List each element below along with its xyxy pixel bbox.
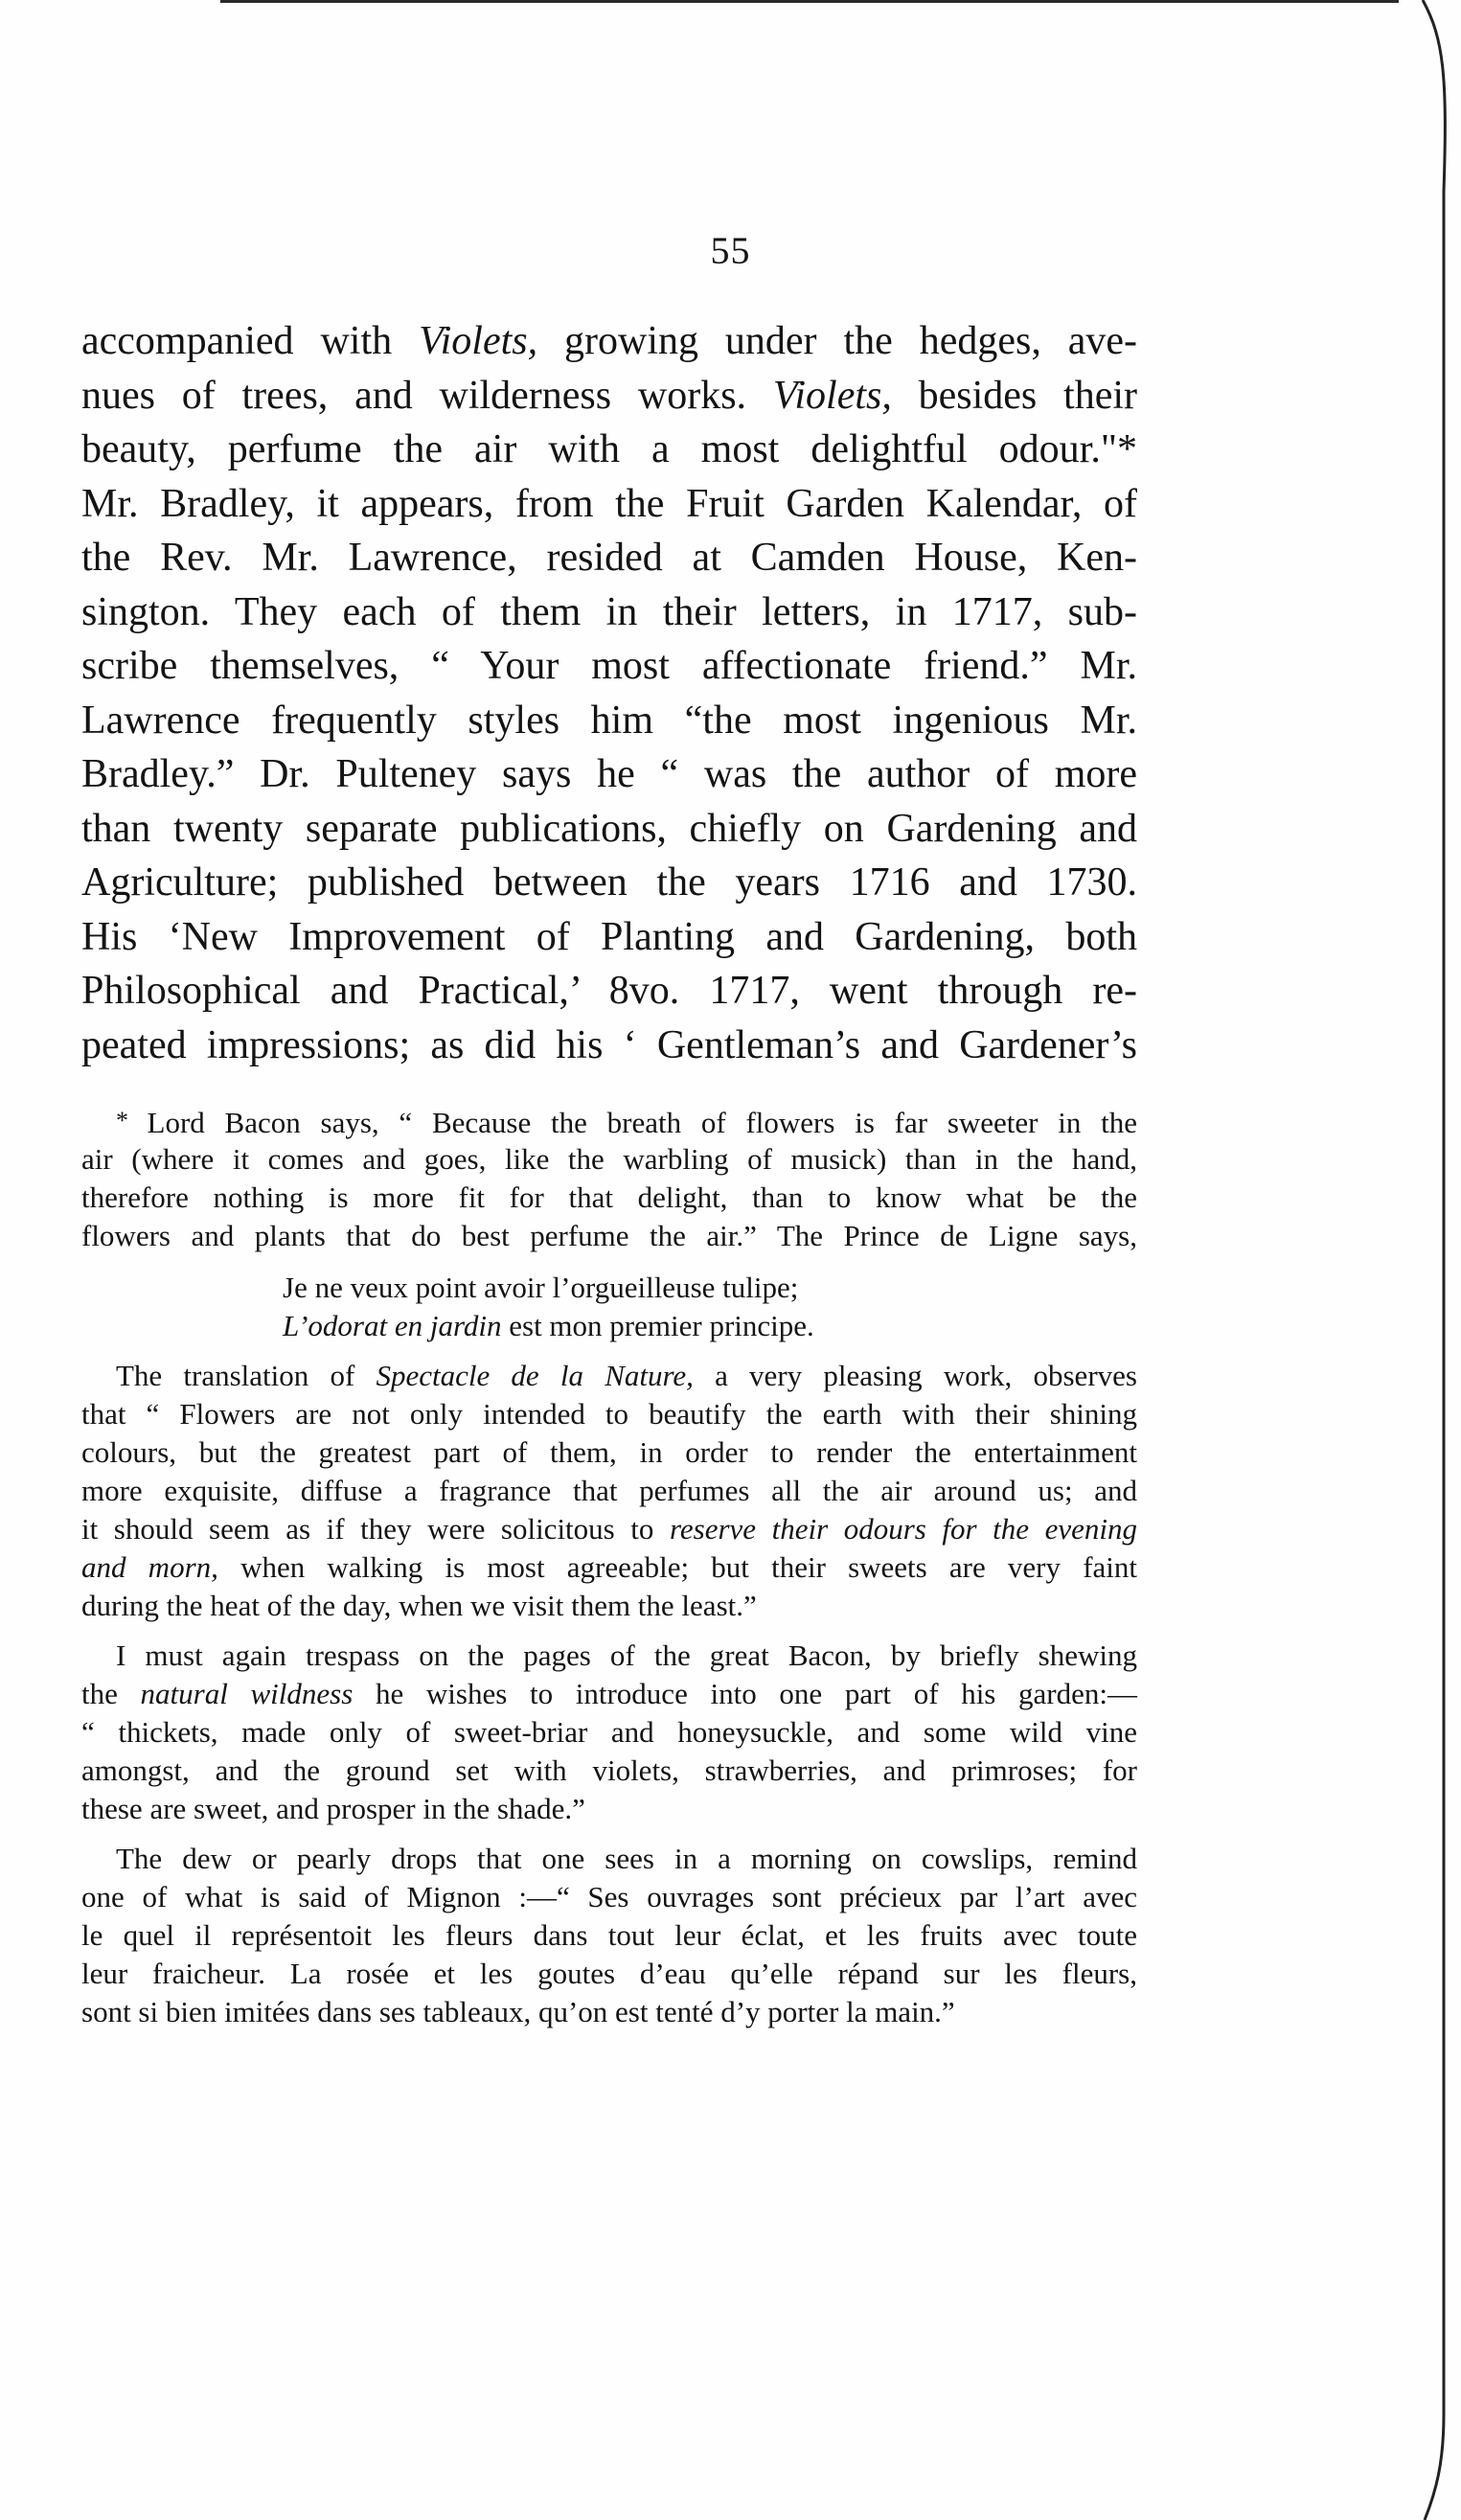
text-run: Agriculture; published between the years 1716 and 1730.: [81, 860, 1137, 905]
text-run: besides their: [891, 373, 1138, 418]
text-run: during the heat of the day, when we visit them the least.”: [81, 1589, 757, 1622]
text-run: accompanied with: [81, 319, 420, 363]
top-edge-rule: [220, 0, 1399, 3]
page-edge-icon: [1415, 0, 1453, 2520]
footnote-paragraph-spectacle: [81, 1357, 1137, 1625]
text-line: [81, 747, 1137, 802]
text-line: [81, 964, 1137, 1019]
footnote-line: [81, 1587, 1137, 1625]
footnote-line: [81, 1993, 1137, 2031]
verse-rest: est mon premier principe.: [501, 1309, 814, 1342]
italic-run: natural wildness: [140, 1677, 354, 1710]
text-run: beauty, perfume the air with a most delightful odour."*: [81, 427, 1137, 471]
text-run: sington. They each of them in their letters, in 1717, sub-: [81, 589, 1137, 634]
footnote-line: [81, 1878, 1137, 1916]
footnote-marker: *: [116, 1107, 148, 1134]
text-run: more exquisite, diffuse a fragrance that perfumes all the air around us; and: [81, 1474, 1137, 1507]
text-line: [81, 423, 1137, 477]
text-run: The dew or pearly drops that one sees in a morning on cowslips, remind: [116, 1842, 1137, 1875]
text-run: leur fraicheur. La rosée et les goutes d’eau qu’elle répand sur les fleurs,: [81, 1957, 1137, 1990]
footnote-line: [81, 1433, 1137, 1472]
text-run: peated impressions; as did his ‘ Gentleman’s and Gardener’s: [81, 1022, 1137, 1067]
footnote-line: [81, 1357, 1137, 1395]
footnote-paragraph-mignon: [81, 1840, 1137, 2031]
text-run: one of what is said of Mignon :—“ Ses ouvrages sont précieux par l’art avec: [81, 1880, 1137, 1913]
italic-run: and morn,: [81, 1550, 218, 1584]
text-run: nues of trees, and wilderness works.: [81, 373, 773, 418]
text-run: Bradley.” Dr. Pulteney says he “ was the author of more: [81, 752, 1137, 796]
text-run: growing under the hedges, ave-: [537, 319, 1138, 363]
text-run: le quel il représentoit les fleurs dans tout leur éclat, et les fruits avec toute: [81, 1918, 1137, 1952]
text-run: I must again trespass on the pages of the great Bacon, by briefly shewing: [116, 1638, 1137, 1672]
footnote-line: [81, 1395, 1137, 1433]
text-run: therefore nothing is more fit for that delight, than to know what be the: [81, 1180, 1137, 1214]
footnote-line: [81, 1916, 1137, 1955]
text-run: colours, but the greatest part of them, in order to render the entertainment: [81, 1435, 1137, 1469]
footnote-verse-line-2: [81, 1307, 1137, 1345]
italic-run: Violets,: [772, 373, 892, 418]
text-line: [81, 369, 1137, 424]
footnote-line: [81, 1179, 1137, 1217]
text-run: amongst, and the ground set with violets, strawberries, and primroses; for: [81, 1753, 1137, 1787]
text-line: [81, 314, 1137, 369]
footnote-line: [81, 1472, 1137, 1510]
footnote-line: [81, 1510, 1137, 1548]
text-run: it should seem as if they were solicitous to: [81, 1512, 670, 1546]
text-run: the Rev. Mr. Lawrence, resided at Camden House, Ken-: [81, 536, 1137, 580]
text-run: when walking is most agreeable; but their sweets are very faint: [217, 1550, 1137, 1584]
text-line: [81, 856, 1137, 910]
footnote-line: [81, 1713, 1137, 1752]
text-run: a very pleasing work, observes: [693, 1359, 1137, 1392]
footnote-line: [81, 1790, 1137, 1828]
text-run: he wishes to introduce into one part of his garden:—: [353, 1677, 1137, 1710]
text-run: Lord Bacon says, “ Because the breath of flowers is far sweeter in the: [147, 1106, 1138, 1139]
text-run: sont si bien imitées dans ses tableaux, qu’on est tenté d’y porter la main.”: [81, 1995, 955, 2028]
text-line: [81, 802, 1137, 857]
footnote-line: [81, 1140, 1137, 1179]
text-run: “ thickets, made only of sweet-briar and honeysuckle, and some wild vine: [81, 1715, 1137, 1749]
footnote-line: [81, 1637, 1137, 1675]
footnote-line: [81, 1752, 1137, 1790]
footnote-block: [81, 1102, 1137, 2031]
text-line: [81, 639, 1137, 694]
text-run: Lawrence frequently styles him “the most ingenious Mr.: [81, 698, 1137, 743]
text-run: scribe themselves, “ Your most affectionate friend.” Mr.: [81, 644, 1137, 688]
text-line: [81, 585, 1137, 640]
text-run: air (where it comes and goes, like the warbling of musick) than in the hand,: [81, 1142, 1137, 1176]
footnote-line: [81, 1955, 1137, 1993]
text-line: [81, 531, 1137, 585]
text-run: Mr. Bradley, it appears, from the Fruit Garden Kalendar, of: [81, 481, 1137, 526]
text-run: The translation of: [116, 1359, 377, 1392]
main-text-block: [81, 314, 1137, 1072]
text-line: [81, 1019, 1137, 1073]
text-run: that “ Flowers are not only intended to beautify the earth with their shining: [81, 1397, 1137, 1431]
italic-run: Violets,: [419, 319, 538, 363]
italic-run: Spectacle de la Nature,: [376, 1359, 694, 1392]
footnote-line: [81, 1102, 1137, 1140]
text-run: His ‘New Improvement of Planting and Gardening, both: [81, 914, 1137, 959]
text-run: flowers and plants that do best perfume the air.” The Prince de Ligne says,: [81, 1219, 1137, 1252]
verse-italic: L’odorat en jardin: [283, 1309, 502, 1342]
page-number: 55: [710, 229, 751, 272]
footnote-line: [81, 1548, 1137, 1587]
footnote-paragraph-wildness: [81, 1637, 1137, 1828]
footnote-verse-line-1: Je ne veux point avoir l’orgueilleuse tulipe;: [283, 1271, 799, 1304]
text-run: these are sweet, and prosper in the shade.”: [81, 1792, 585, 1825]
text-line: [81, 694, 1137, 748]
text-run: Philosophical and Practical,’ 8vo. 1717, went through re-: [81, 969, 1137, 1013]
text-run: the: [81, 1677, 141, 1710]
footnote-paragraph-bacon: [81, 1102, 1137, 1255]
footnote-line: [81, 1217, 1137, 1255]
text-run: than twenty separate publications, chiefly on Gardening and: [81, 806, 1137, 851]
italic-run: reserve their odours for the evening: [669, 1512, 1137, 1546]
text-line: [81, 477, 1137, 532]
footnote-line: [81, 1675, 1137, 1713]
footnote-line: [81, 1840, 1137, 1878]
text-line: [81, 910, 1137, 965]
